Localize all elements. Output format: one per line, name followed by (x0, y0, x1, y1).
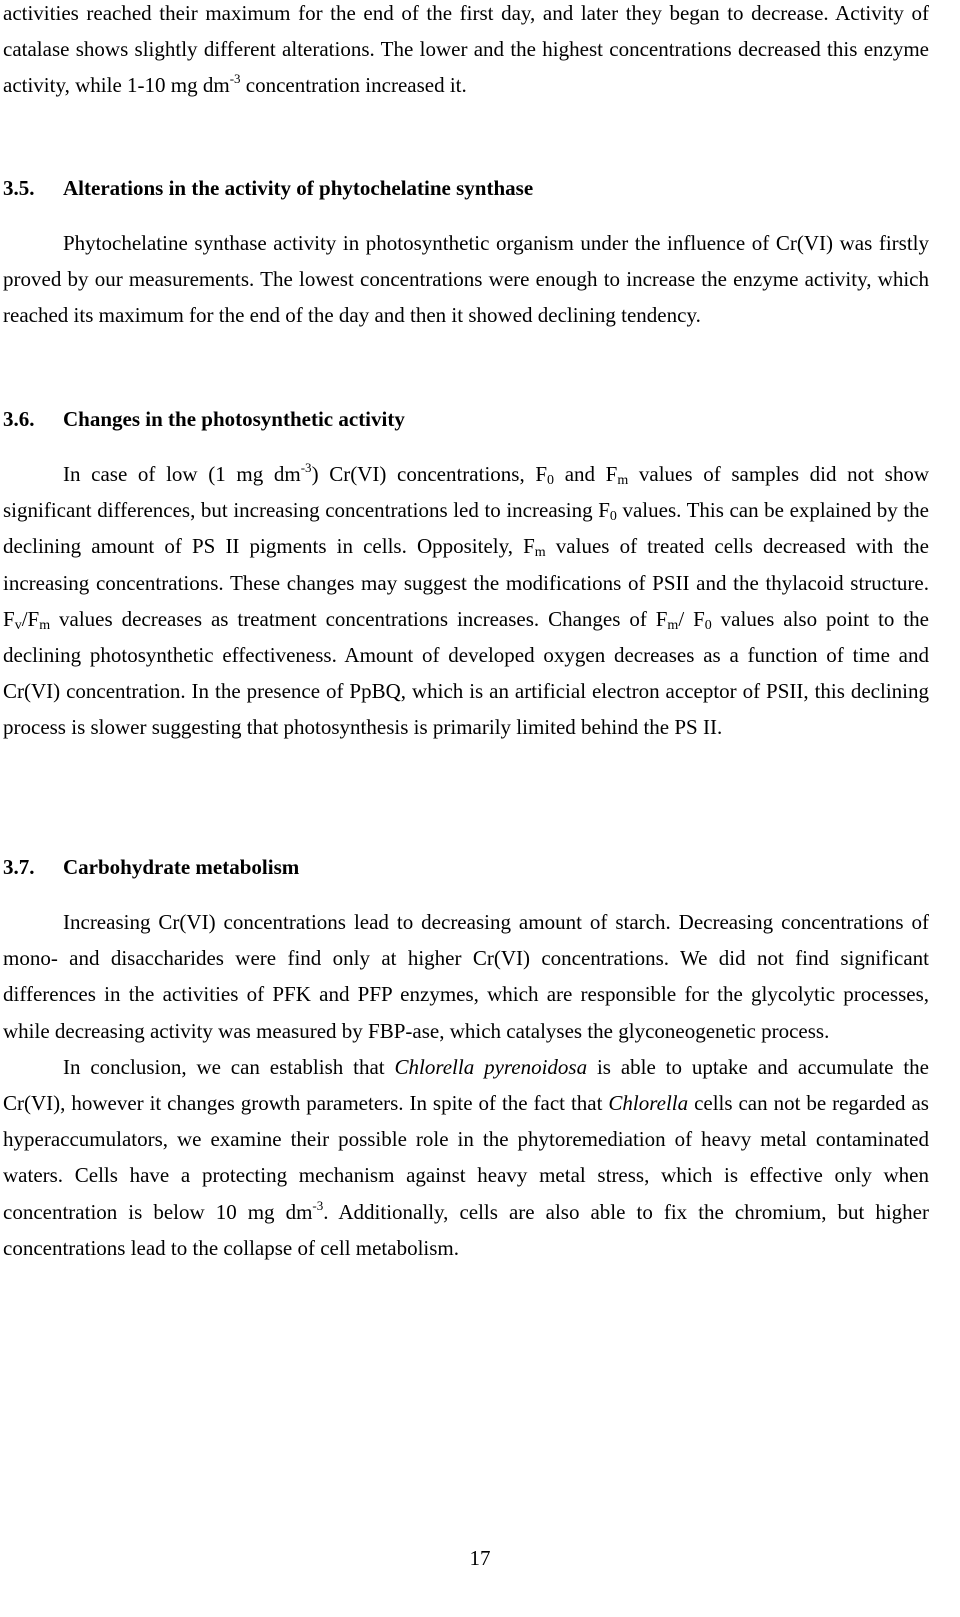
section-3-7-heading (3, 852, 929, 882)
section-3-5-body (3, 225, 929, 334)
paragraph-text: activities reached their maximum for the end of the first day, and later they began to decrease. Activity of catalase shows slightly different alterations. The lower and the highest concentrations decreased this enzyme activity, while 1-10 mg $dm^{-3}$ concentration increased it. (3, 1, 929, 98)
conclusion-paragraph: In conclusion, we can establish that Chlorella pyrenoidosa is able to uptake and accumulate the Cr(VI), however it changes growth parameters. In spite of the fact that Chlorella cells can not be regarded as hyperaccumulators, we examine their possible role in the phytoremediation of heavy metal contaminated waters. Cells have a protecting mechanism against heavy metal stress, which is effective only when concentration is below 10 mg $dm^{-3}$. Additionally, cells are also able to fix the chromium, but higher concentrations lead to the collapse of cell metabolism. (3, 1054, 929, 1260)
section-number: 3.7. (3, 855, 35, 879)
paragraph-text: Increasing Cr(VI) concentrations lead to decreasing amount of starch. Decreasing concentrations of mono- and disaccharides were find only at higher Cr(VI) concentrations. We did not find significant differences in the activities of PFK and PFP enzymes, which are responsible for the glycolytic processes, while decreasing activity was measured by FBP-ase, which catalyses the glyconeogenetic process. (3, 910, 929, 1043)
section-number: 3.5. (3, 176, 35, 200)
section-title: Changes in the photosynthetic activity (63, 407, 405, 431)
section-3-5-heading (3, 173, 929, 203)
section-title: Carbohydrate metabolism (63, 855, 300, 879)
section-3-7-body (3, 904, 929, 1266)
section-number: 3.6. (3, 407, 35, 431)
section-title: Alterations in the activity of phytochelatine synthase (63, 176, 534, 200)
paragraph-catalase (3, 0, 929, 104)
section-3-6-heading (3, 404, 929, 434)
page-number: 17 (469, 1546, 491, 1570)
paragraph-text: Phytochelatine synthase activity in photosynthetic organism under the influence of Cr(VI) was firstly proved by our measurements. The lowest concentrations were enough to increase the enzyme activity, which reached its maximum for the end of the day and then it showed declining tendency. (3, 231, 929, 328)
paragraph-text: In case of low (1 mg $dm^{-3}$) Cr(VI) concentrations, $F_0$ and $F_m$ values of samples did not show significant differences, but increasing concentrations led to increasing $F_0$ values. This can be explained by the declining amount of PS II pigments in cells. Oppositely, $F_m$ values of treated cells decreased with the increasing concentrations. These changes may suggest the modifications of PSII and the thylacoid structure. $F_v/F_m$ values decreases as treatment concentrations increases. Changes of $F_m/$ $F_0$ values also point to the declining photosynthetic effectiveness. Amount of developed oxygen decreases as a function of time and Cr(VI) concentration. In the presence of PpBQ, which is an artificial electron acceptor of PSII, this declining process is slower suggesting that photosynthesis is primarily limited behind the PS II. (3, 460, 929, 740)
section-3-6-body (3, 456, 929, 746)
